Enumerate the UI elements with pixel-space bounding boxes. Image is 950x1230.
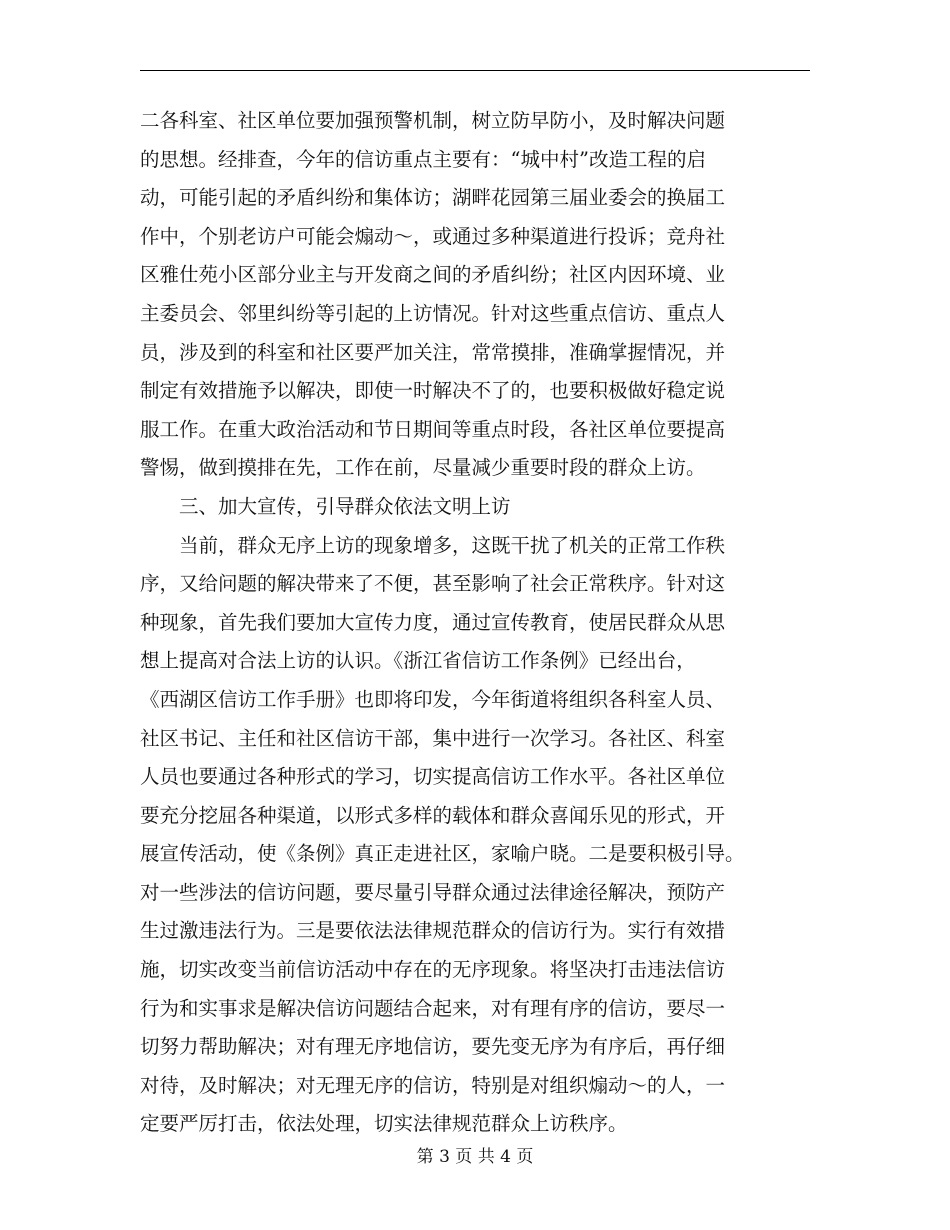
text-line: 对待，及时解决；对无理无序的信访，特别是对组织煽动～的人，一 [140, 1073, 726, 1097]
text-line: 行为和实事求是解决信访问题结合起来，对有理有序的信访，要尽一 [140, 996, 726, 1020]
text-line: 警惕，做到摸排在先，工作在前，尽量减少重要时段的群众上访。 [140, 456, 706, 480]
text-line: 展宣传活动，使《条例》真正走进社区，家喻户晓。二是要积极引导。 [140, 842, 745, 866]
section-heading: 三、加大宣传，引导群众依法文明上访 [140, 494, 511, 518]
text-line: 《西湖区信访工作手册》也即将印发，今年街道将组织各科室人员、 [140, 687, 726, 711]
text-line: 想上提高对合法上访的认识。《浙江省信访工作条例》已经出台， [140, 649, 696, 673]
text-line: 制定有效措施予以解决，即使一时解决不了的，也要积极做好稳定说 [140, 379, 726, 403]
text-line: 的思想。经排查，今年的信访重点主要有：“城中村”改造工程的启 [140, 147, 706, 171]
page-footer [0, 1145, 950, 1169]
text-line: 员，涉及到的科室和社区要严加关注，常常摸排，准确掌握情况，并 [140, 340, 726, 364]
text-line: 种现象，首先我们要加大宣传力度，通过宣传教育，使居民群众从思 [140, 610, 726, 634]
text-line: 生过激违法行为。三是要依法法律规范群众的信访行为。实行有效措 [140, 919, 726, 943]
text-line: 主委员会、邻里纠纷等引起的上访情况。针对这些重点信访、重点人 [140, 301, 726, 325]
text-line: 服工作。在重大政治活动和节日期间等重点时段，各社区单位要提高 [140, 417, 726, 441]
text-line: 人员也要通过各种形式的学习，切实提高信访工作水平。各社区单位 [140, 765, 726, 789]
text-line: 二各科室、社区单位要加强预警机制，树立防早防小，及时解决问题 [140, 109, 726, 132]
text-line: 序，又给问题的解决带来了不便，甚至影响了社会正常秩序。针对这 [140, 572, 726, 596]
page-number: 第 3 页 共 4 页 [416, 1147, 534, 1167]
text-line: 施，切实改变当前信访活动中存在的无序现象。将坚决打击违法信访 [140, 958, 726, 982]
text-line: 动，可能引起的矛盾纠纷和集体访；湖畔花园第三届业委会的换届工 [140, 186, 726, 210]
header-rule [140, 70, 810, 71]
document-body [140, 102, 812, 1144]
text-line: 区雅仕苑小区部分业主与开发商之间的矛盾纠纷；社区内因环境、业 [140, 263, 726, 287]
text-line: 作中，个别老访户可能会煽动～，或通过多种渠道进行投诉；竞舟社 [140, 224, 726, 248]
text-line: 对一些涉法的信访问题，要尽量引导群众通过法律途径解决，预防产 [140, 880, 726, 904]
text-line: 当前，群众无序上访的现象增多，这既干扰了机关的正常工作秩 [140, 533, 726, 557]
text-line: 社区书记、主任和社区信访干部，集中进行一次学习。各社区、科室 [140, 726, 726, 750]
text-line: 切努力帮助解决；对有理无序地信访，要先变无序为有序后，再仔细 [140, 1035, 726, 1059]
text-line: 定要严厉打击，依法处理，切实法律规范群众上访秩序。 [140, 1112, 628, 1136]
text-line: 要充分挖屈各种渠道，以形式多样的载体和群众喜闻乐见的形式，开 [140, 803, 726, 827]
